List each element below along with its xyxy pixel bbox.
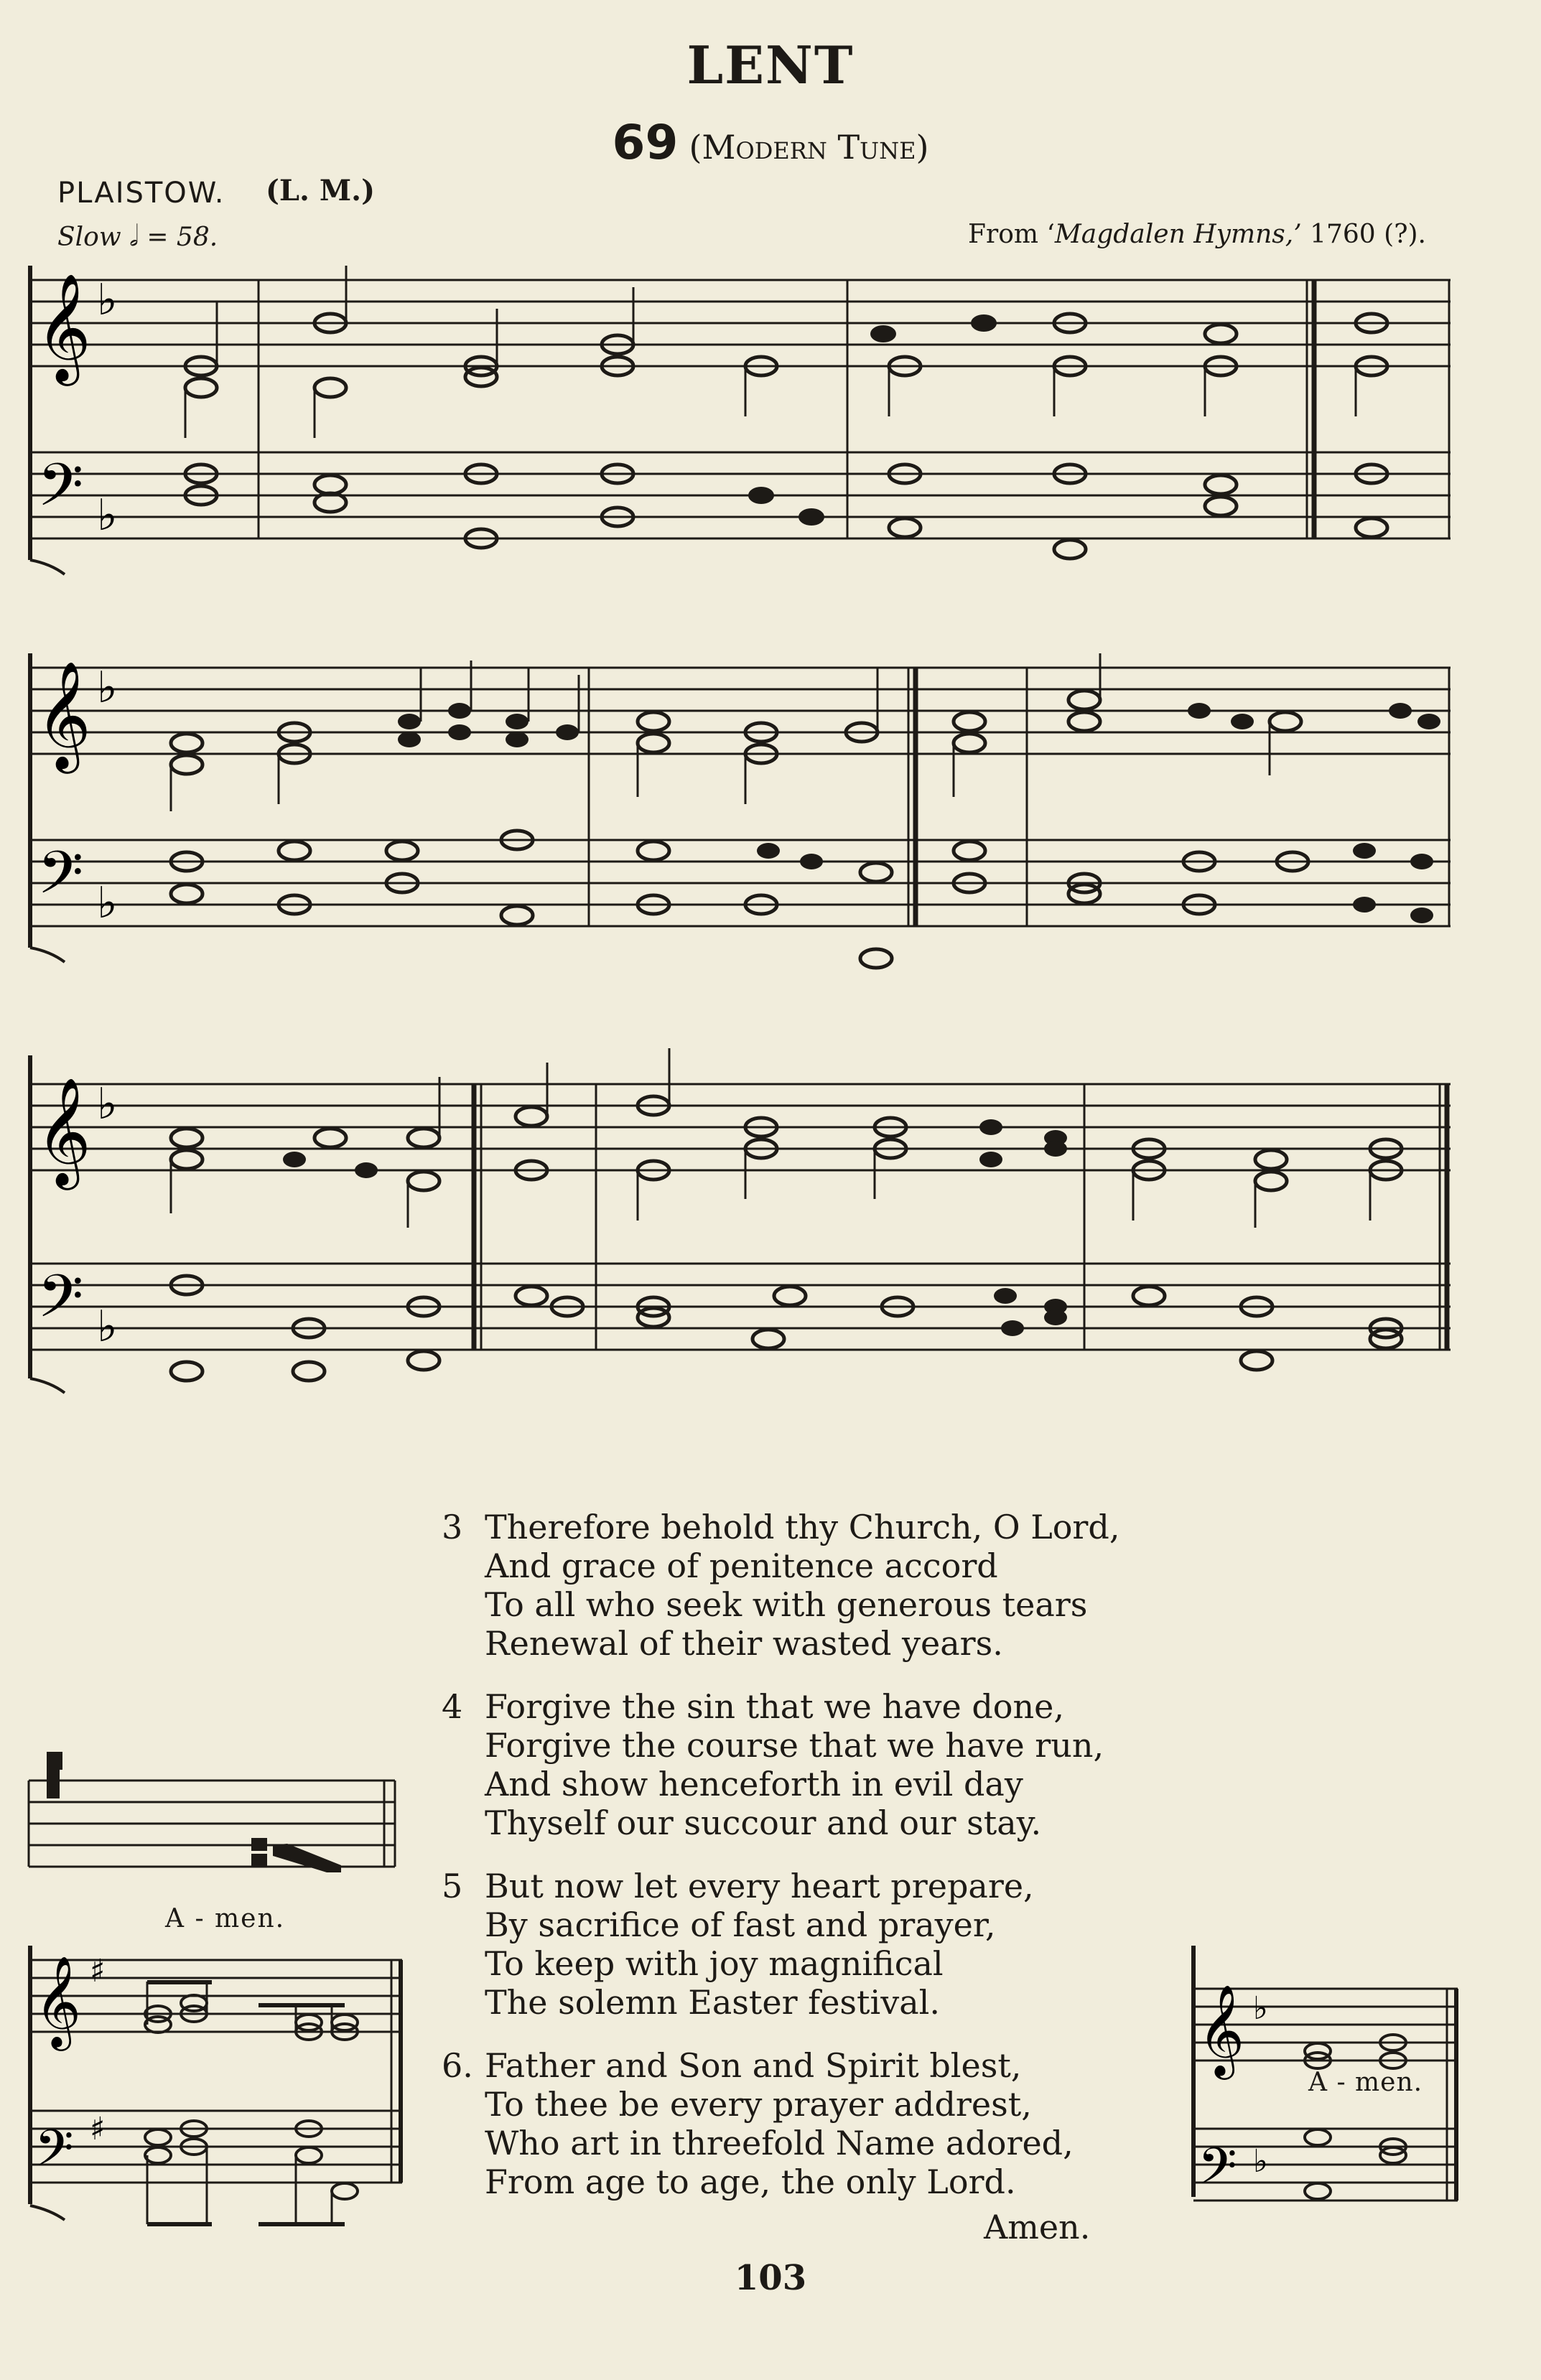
amen-chant-staff xyxy=(22,1737,409,1903)
verse-line: Thyself our succour and our stay. xyxy=(485,1803,1042,1842)
treble-staff-lines xyxy=(30,280,1451,366)
tempo-value: = 58. xyxy=(146,223,218,252)
verse-number: 4 xyxy=(442,1687,463,1726)
section-title: LENT xyxy=(686,34,855,95)
verse-number: 6. xyxy=(442,2046,473,2085)
flat-icon: ♭ xyxy=(97,490,118,541)
treble-filled-notes xyxy=(870,314,997,342)
verse-line: By sacrifice of fast and prayer, xyxy=(485,1905,996,1944)
bass-clef-icon: 𝄢 xyxy=(37,838,84,922)
bass-filled-notes xyxy=(748,487,824,526)
barlines xyxy=(259,280,1449,538)
half-note-icon: 𝅗𝅥 xyxy=(129,220,139,253)
flat-icon: ♭ xyxy=(1253,1990,1268,2027)
flat-icon: ♭ xyxy=(97,275,118,325)
barlines xyxy=(589,668,1449,926)
verse-line: The solemn Easter festival. xyxy=(485,1983,940,2022)
bass-clef-icon: 𝄢 xyxy=(34,2119,74,2190)
verses xyxy=(442,1508,1217,2226)
verse-5 xyxy=(442,1867,1217,2022)
treble-clef-icon: 𝄞 xyxy=(36,1076,91,1185)
hymn-number: 69 xyxy=(612,115,679,170)
verse-line: To keep with joy magnifical xyxy=(485,1944,944,1983)
sharp-icon: ♯ xyxy=(90,2111,106,2147)
amen-label-right: A - men. xyxy=(1308,2068,1423,2097)
verse-line: Forgive the course that we have run, xyxy=(485,1726,1104,1765)
sharp-icon: ♯ xyxy=(90,1953,106,1989)
treble-clef-icon: 𝄞 xyxy=(1198,1984,1245,2076)
bass-staff-lines xyxy=(30,452,1451,538)
treble-clef-icon: 𝄞 xyxy=(36,272,91,381)
hymn-heading xyxy=(0,115,1541,170)
verse-line: Father and Son and Spirit blest, xyxy=(485,2046,1022,2085)
amen-label-left: A - men. xyxy=(165,1904,286,1933)
amen-text: Amen. xyxy=(984,2208,1091,2246)
source-year: 1760 (?). xyxy=(1310,220,1426,249)
barlines xyxy=(474,1084,1447,1350)
verse-line: To all who seek with generous tears xyxy=(485,1585,1088,1624)
amen-staff-left xyxy=(22,1938,409,2240)
source-title: Magdalen Hymns,’ xyxy=(1054,220,1302,249)
bass-clef-icon: 𝄢 xyxy=(37,1261,84,1345)
source-prefix: From ‘ xyxy=(968,220,1055,249)
verse-line: But now let every heart prepare, xyxy=(485,1867,1034,1905)
verse-line: And show henceforth in evil day xyxy=(485,1765,1023,1803)
meter: (L. M.) xyxy=(266,174,376,207)
music-system-3 xyxy=(22,1048,1451,1422)
treble-clef-icon: 𝄞 xyxy=(34,1955,82,2047)
verse-line: Who art in threefold Name adored, xyxy=(485,2124,1074,2162)
tune-name: PLAISTOW. xyxy=(57,177,225,210)
verse-line: Renewal of their wasted years. xyxy=(485,1624,1003,1663)
hymn-subtitle: (Modern Tune) xyxy=(689,128,929,167)
flat-icon: ♭ xyxy=(97,878,118,928)
bass-clef-icon: 𝄢 xyxy=(37,450,84,534)
verse-3 xyxy=(442,1508,1217,1663)
music-system-2 xyxy=(22,646,1451,984)
verse-line: And grace of penitence accord xyxy=(485,1546,998,1585)
treble-notes xyxy=(185,314,1387,397)
verse-line: From age to age, the only Lord. xyxy=(485,2162,1016,2201)
verse-line: To thee be every prayer addrest, xyxy=(485,2085,1032,2124)
treble-stems xyxy=(185,266,1356,438)
tune-source xyxy=(968,220,1426,249)
verse-6 xyxy=(442,2046,1217,2201)
bass-staff-lines xyxy=(30,840,1451,926)
verse-line: Forgive the sin that we have done, xyxy=(485,1687,1064,1726)
treble-notes xyxy=(171,1096,1402,1190)
verse-number: 3 xyxy=(442,1508,463,1546)
flat-icon: ♭ xyxy=(97,663,118,713)
bass-notes xyxy=(185,465,1387,559)
flat-icon: ♭ xyxy=(97,1079,118,1129)
bass-notes xyxy=(171,831,1308,968)
flat-icon: ♭ xyxy=(97,1302,118,1352)
bass-staff-lines xyxy=(30,1264,1451,1350)
tempo-marking xyxy=(57,220,218,253)
verse-number: 5 xyxy=(442,1867,463,1905)
verse-line: Therefore behold thy Church, O Lord, xyxy=(485,1508,1120,1546)
music-system-1 xyxy=(22,258,1451,596)
flat-icon: ♭ xyxy=(1253,2143,1268,2180)
tempo-word: Slow xyxy=(57,223,121,252)
treble-stems xyxy=(171,1048,1370,1228)
treble-staff-lines xyxy=(30,1084,1451,1170)
page-number: 103 xyxy=(734,2258,807,2298)
verse-4 xyxy=(442,1687,1217,1842)
treble-clef-icon: 𝄞 xyxy=(36,660,91,769)
treble-staff-lines xyxy=(30,668,1451,754)
treble-filled-notes xyxy=(398,703,1440,747)
bass-clef-icon: 𝄢 xyxy=(1198,2137,1237,2208)
